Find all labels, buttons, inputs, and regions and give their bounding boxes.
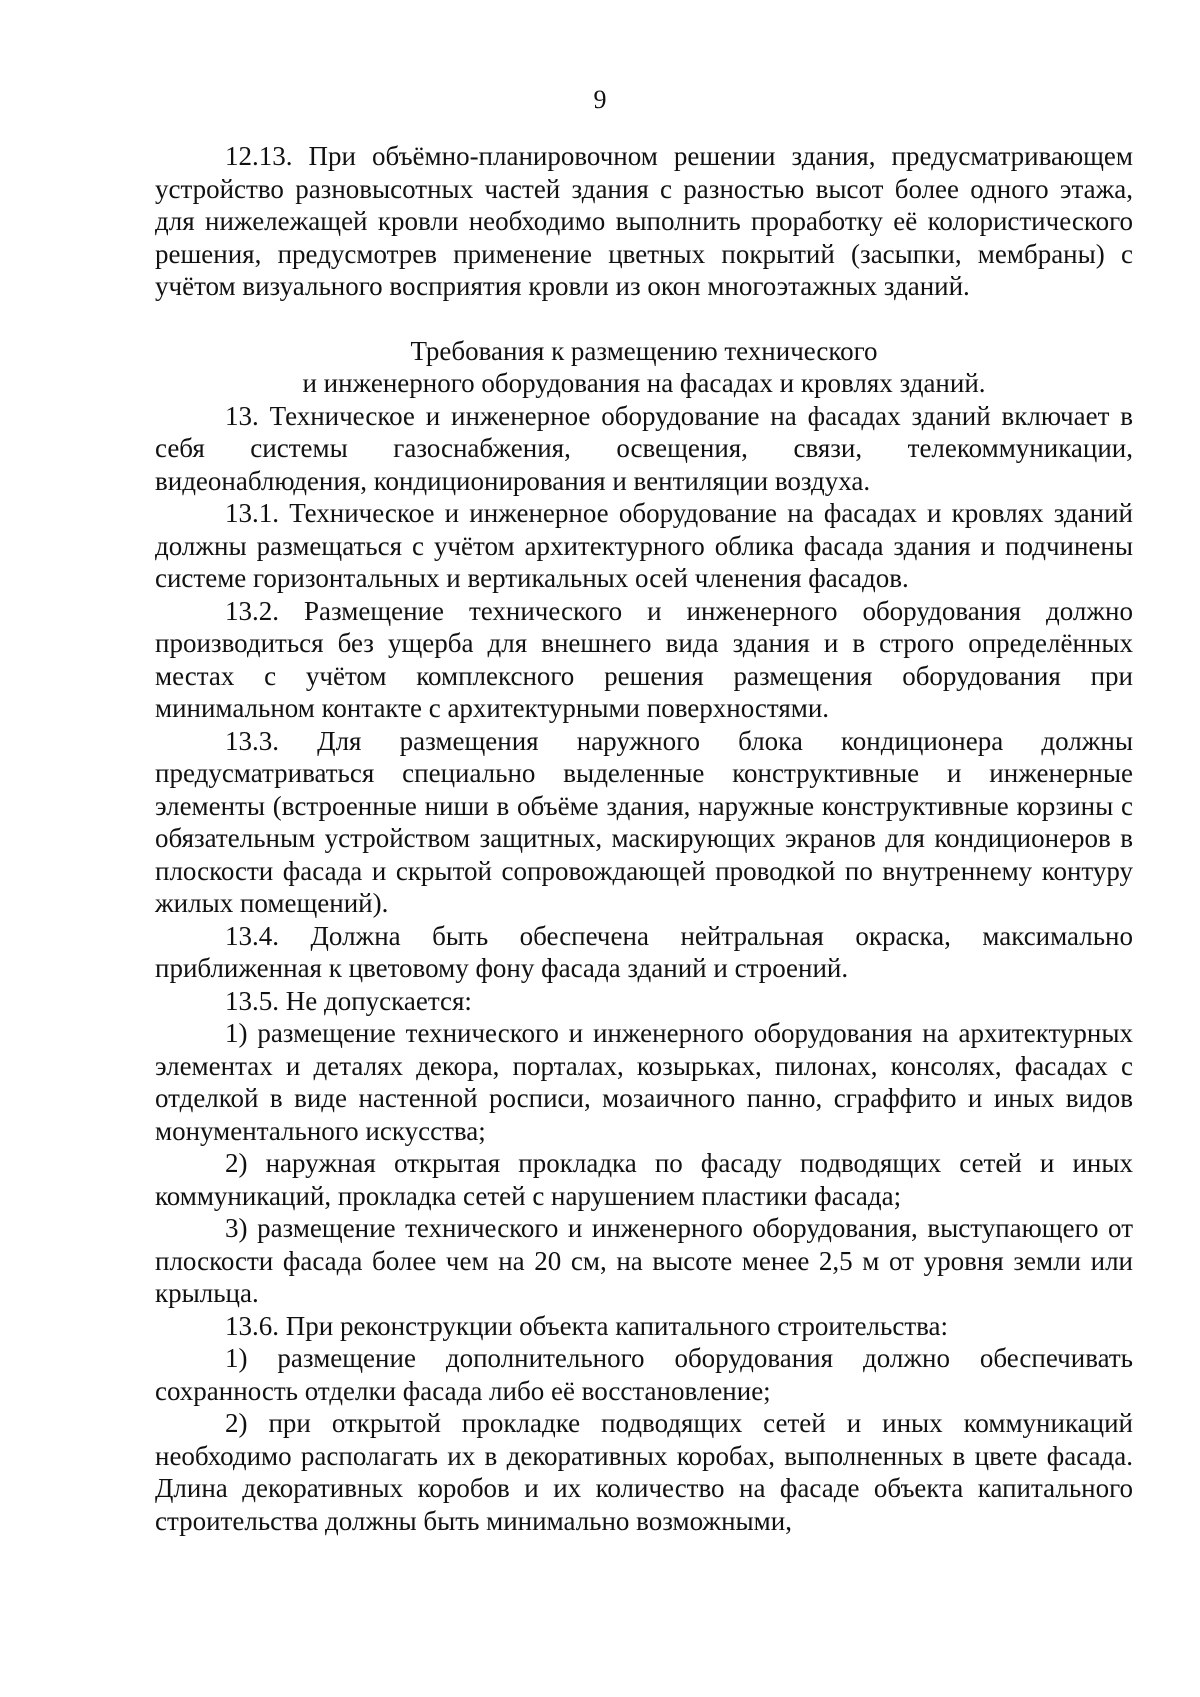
section-heading-line-2: и инженерного оборудования на фасадах и кровлях зданий. — [302, 368, 986, 398]
section-heading — [155, 335, 1133, 400]
list-item-13-5-1: 1) размещение технического и инженерного оборудования на архитектурных элементах и деталях декора, порталах, козырьках, пилонах, консолях, фасадах с отделкой в виде настенной росписи, мозаичного панно, сграффито и иных видов монументального искусства; — [155, 1018, 1133, 1146]
list-item-13-6-2: 2) при открытой прокладке подводящих сетей и иных коммуникаций необходимо располагать их в декоративных коробах, выполненных в цвете фасада. Длина декоративных коробов и их количество на фасаде объекта капитального строительства должны быть минимально возможными, — [155, 1408, 1133, 1536]
list-item-13-5-2: 2) наружная открытая прокладка по фасаду подводящих сетей и иных коммуникаций, прокладка сетей с нарушением пластики фасада; — [155, 1148, 1133, 1211]
paragraph-13-4: 13.4. Должна быть обеспечена нейтральная окраска, максимально приближенная к цветовому фону фасада зданий и строений. — [155, 920, 1133, 983]
list-item-13-5-3: 3) размещение технического и инженерного оборудования, выступающего от плоскости фасада более чем на 20 см, на высоте менее 2,5 м от уровня земли или крыльца. — [155, 1213, 1133, 1308]
paragraph-12-13: 12.13. При объёмно-планировочном решении здания, предусматривающем устройство разновысотных частей здания с разностью высот более одного этажа, для нижележащей кровли необходимо выполнить проработку её колористического решения, предусмотрев применение цветных покрытий (засыпки, мембраны) с учётом визуального восприятия кровли из окон многоэтажных зданий. — [155, 141, 1133, 301]
paragraph-13-1: 13.1. Техническое и инженерное оборудование на фасадах и кровлях зданий должны размещаться с учётом архитектурного облика фасада здания и подчинены системе горизонтальных и вертикальных осей членения фасадов. — [155, 498, 1133, 593]
paragraph-13-6: 13.6. При реконструкции объекта капитального строительства: — [225, 1310, 949, 1341]
list-item-13-6-1: 1) размещение дополнительного оборудования должно обеспечивать сохранность отделки фасада либо её восстановление; — [155, 1343, 1133, 1406]
paragraph-13-2: 13.2. Размещение технического и инженерного оборудования должно производиться без ущерба для внешнего вида здания и в строго определённых местах с учётом комплексного решения размещения оборудования при минимальном контакте с архитектурными поверхностями. — [155, 595, 1133, 723]
paragraph-13-3: 13.3. Для размещения наружного блока кондиционера должны предусматриваться специально выделенные конструктивные и инженерные элементы (встроенные ниши в объёме здания, наружные конструктивные корзины с обязательным устройством защитных, маскирующих экранов для кондиционеров в плоскости фасада и скрытой сопровождающей проводкой по внутреннему контуру жилых помещений). — [155, 725, 1133, 918]
document-body — [155, 140, 1133, 1537]
section-heading-line-1: Требования к размещению технического — [410, 335, 878, 366]
paragraph-13: 13. Техническое и инженерное оборудование на фасадах зданий включает в себя системы газоснабжения, освещения, связи, телекоммуникации, видеонаблюдения, кондиционирования и вентиляции воздуха. — [155, 400, 1133, 496]
page-number: 9 — [593, 85, 607, 114]
paragraph-13-5: 13.5. Не допускается: — [225, 985, 472, 1016]
